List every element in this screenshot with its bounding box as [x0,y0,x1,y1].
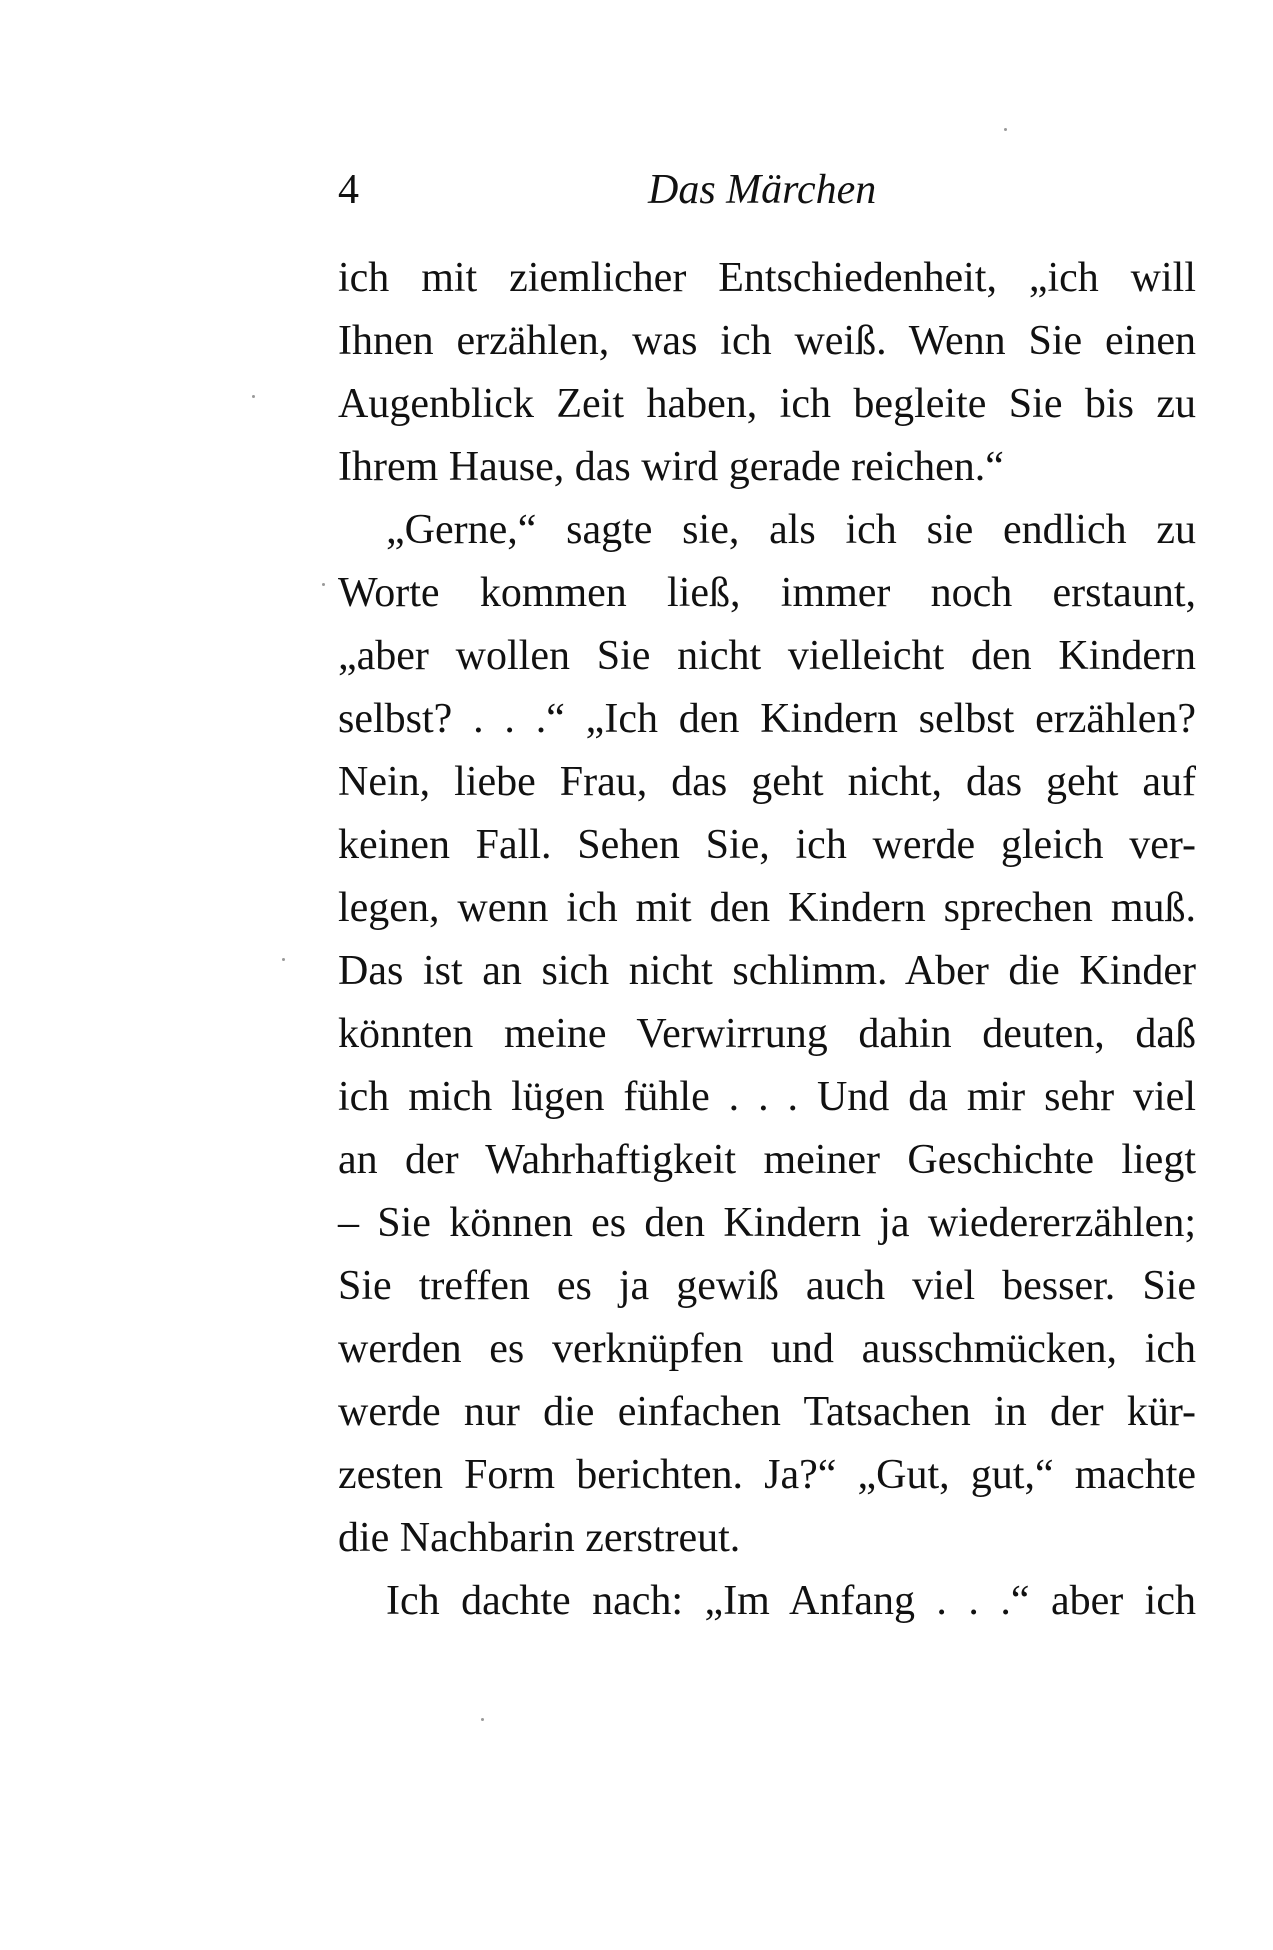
text-line: an der Wahrhaftigkeit meiner Geschichte liegt [338,1137,1196,1183]
text-line: selbst? . . .“ „Ich den Kindern selbst erzählen? [338,696,1196,742]
scan-speck [1004,128,1007,131]
text-line: Augenblick Zeit haben, ich begleite Sie bis zu [338,381,1196,427]
text-line: die Nachbarin zerstreut. [338,1515,741,1561]
text-line: Sie treffen es ja gewiß auch viel besser. Sie [338,1263,1196,1309]
paragraph [338,247,1196,499]
text-line: „aber wollen Sie nicht vielleicht den Kindern [338,633,1196,679]
text-line: zesten Form berichten. Ja?“ „Gut, gut,“ machte [338,1452,1196,1498]
text-line: keinen Fall. Sehen Sie, ich werde gleich ver- [338,822,1196,868]
scan-speck [252,395,255,398]
text-line: Das ist an sich nicht schlimm. Aber die Kinder [338,948,1196,994]
scan-speck [322,583,325,586]
text-line: werden es verknüpfen und ausschmücken, ich [338,1326,1196,1372]
running-head: Das Märchen [648,167,877,213]
paragraph [338,1570,1196,1633]
scan-speck [481,1718,484,1721]
text-line: – Sie können es den Kindern ja wiedererzählen; [338,1200,1196,1246]
text-line: Ihnen erzählen, was ich weiß. Wenn Sie einen [338,318,1196,364]
text-line: legen, wenn ich mit den Kindern sprechen muß. [338,885,1196,931]
text-line: werde nur die einfachen Tatsachen in der kür- [338,1389,1196,1435]
text-line: ich mit ziemlicher Entschiedenheit, „ich will [338,255,1196,301]
text-line: „Gerne,“ sagte sie, als ich sie endlich zu [386,507,1196,553]
body-text [338,247,1196,1633]
text-line: Ihrem Hause, das wird gerade reichen.“ [338,444,1004,490]
page-header [338,160,1198,220]
scan-speck [282,958,285,961]
text-line: könnten meine Verwirrung dahin deuten, daß [338,1011,1196,1057]
text-line: Worte kommen ließ, immer noch erstaunt, [338,570,1196,616]
text-line: ich mich lügen fühle . . . Und da mir sehr viel [338,1074,1196,1120]
paragraph [338,499,1196,1570]
page-number: 4 [338,167,359,213]
text-line: Nein, liebe Frau, das geht nicht, das geht auf [338,759,1196,805]
text-line: Ich dachte nach: „Im Anfang . . .“ aber ich [386,1578,1196,1624]
